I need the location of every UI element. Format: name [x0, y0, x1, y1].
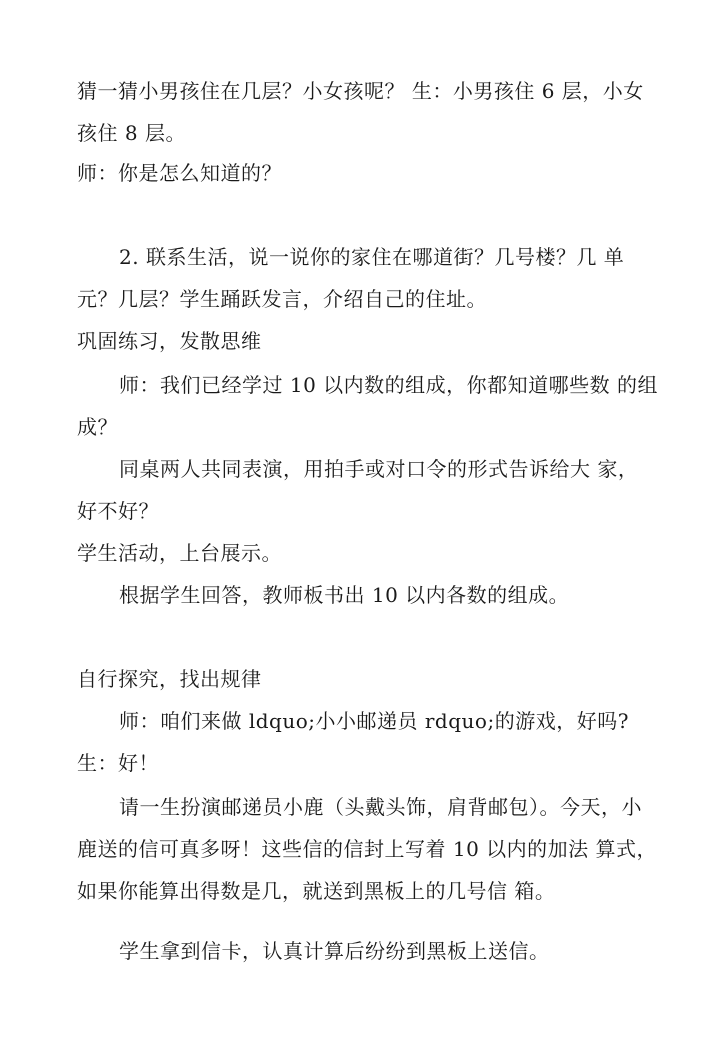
section-heading: 自行探究，找出规律 [77, 667, 262, 691]
section-heading: 巩固练习，发散思维 [77, 329, 262, 353]
text-line: 如果你能算出得数是几，就送到黑板上的几号信 箱。 [77, 879, 556, 903]
text-line: 成？ [77, 415, 118, 439]
text-line: 好不好？ [77, 499, 159, 523]
text-line: 同桌两人共同表演，用拍手或对口令的形式告诉给大 家， [119, 457, 639, 481]
text-line: 生：好！ [77, 751, 159, 775]
text-line: 学生活动，上台展示。 [77, 541, 282, 565]
text-line: 元？几层？学生踊跃发言，介绍自己的住址。 [77, 287, 487, 311]
text-line: 学生拿到信卡，认真计算后纷纷到黑板上送信。 [119, 939, 550, 963]
text-line: 师：咱们来做 ldquo;小小邮递员 rdquo;的游戏，好吗? [119, 709, 629, 733]
text-line: 猜一猜小男孩住在几层？小女孩呢？ 生：小男孩住 6 层，小女 [77, 79, 644, 103]
text-line: 鹿送的信可真多呀！这些信的信封上写着 10 以内的加法 算式， [77, 837, 658, 861]
text-line: 孩住 8 层。 [77, 121, 186, 145]
text-line: 师：你是怎么知道的？ [77, 161, 282, 185]
text-line: 根据学生回答，教师板书出 10 以内各数的组成。 [119, 583, 570, 607]
text-line: 2. 联系生活，说一说你的家住在哪道街？几号楼？几 单 [119, 245, 625, 269]
text-line: 师：我们已经学过 10 以内数的组成，你都知道哪些数 的组 [119, 373, 659, 397]
text-line: 请一生扮演邮递员小鹿（头戴头饰，肩背邮包）。今天，小 [119, 795, 642, 819]
